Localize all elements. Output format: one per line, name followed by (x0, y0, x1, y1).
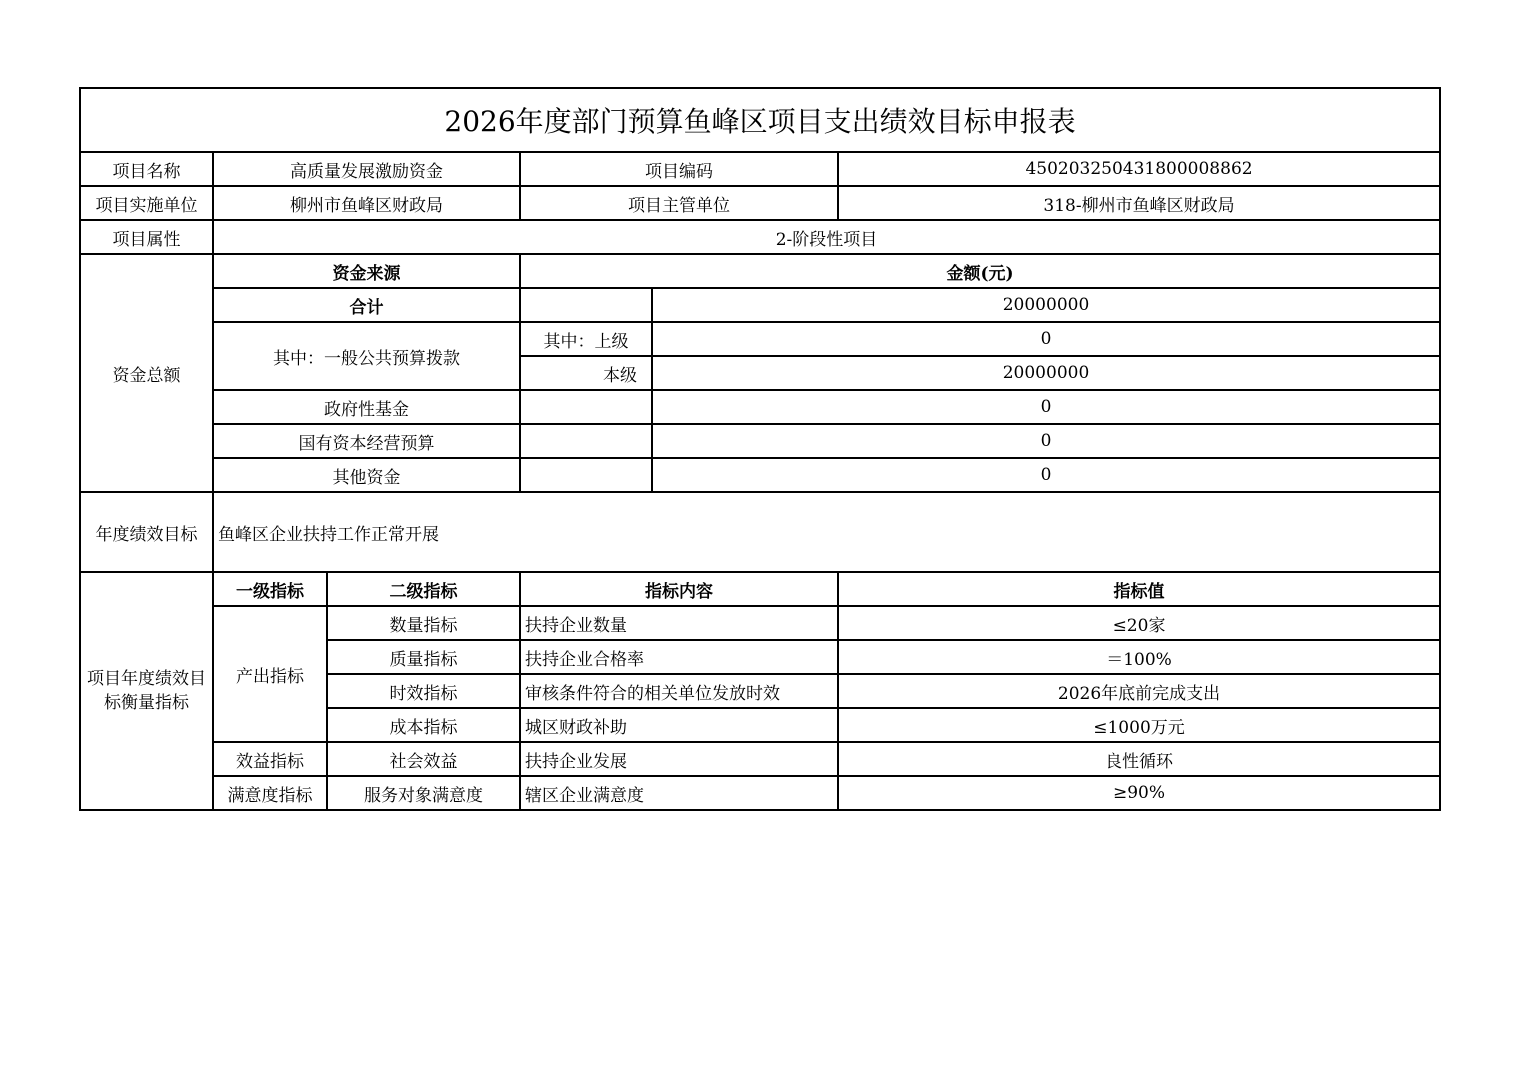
indicator-content: 扶持企业合格率 (520, 640, 838, 674)
fund-other-sub (520, 458, 652, 492)
project-attr-label: 项目属性 (80, 220, 213, 254)
indicator-header-level1: 一级指标 (213, 572, 327, 606)
fund-state-capital-value: 0 (652, 424, 1440, 458)
mgr-unit-label: 项目主管单位 (520, 186, 838, 220)
fund-upper-label: 其中：上级 (520, 322, 652, 356)
indicator-content: 审核条件符合的相关单位发放时效 (520, 674, 838, 708)
fund-gov-value: 0 (652, 390, 1440, 424)
indicator-content: 扶持企业数量 (520, 606, 838, 640)
indicator-value: ≥90% (838, 776, 1440, 810)
fund-local-value: 20000000 (652, 356, 1440, 390)
form-title: 2026年度部门预算鱼峰区项目支出绩效目标申报表 (80, 88, 1440, 152)
indicator-satisfaction-label: 满意度指标 (213, 776, 327, 810)
indicator-header-level2: 二级指标 (327, 572, 520, 606)
fund-general-label: 其中：一般公共预算拨款 (213, 322, 520, 390)
indicator-value: ≤1000万元 (838, 708, 1440, 742)
indicator-header-content: 指标内容 (520, 572, 838, 606)
funds-section-label: 资金总额 (80, 254, 213, 492)
performance-target-form (79, 87, 1441, 811)
indicator-value: ＝100% (838, 640, 1440, 674)
indicator-header-value: 指标值 (838, 572, 1440, 606)
indicator-level2: 社会效益 (327, 742, 520, 776)
fund-local-label: 本级 (520, 356, 652, 390)
indicator-value: 2026年底前完成支出 (838, 674, 1440, 708)
project-name-value: 高质量发展激励资金 (213, 152, 520, 186)
indicator-output-label: 产出指标 (213, 606, 327, 742)
fund-total-value: 20000000 (652, 288, 1440, 322)
indicator-benefit-label: 效益指标 (213, 742, 327, 776)
annual-goal-label: 年度绩效目标 (80, 492, 213, 572)
fund-gov-label: 政府性基金 (213, 390, 520, 424)
indicator-content: 城区财政补助 (520, 708, 838, 742)
indicator-level2: 成本指标 (327, 708, 520, 742)
fund-state-capital-sub (520, 424, 652, 458)
indicator-level2: 数量指标 (327, 606, 520, 640)
fund-source-header: 资金来源 (213, 254, 520, 288)
indicator-level2: 质量指标 (327, 640, 520, 674)
fund-state-capital-label: 国有资本经营预算 (213, 424, 520, 458)
indicator-level2: 时效指标 (327, 674, 520, 708)
project-attr-value: 2-阶段性项目 (213, 220, 1440, 254)
fund-upper-value: 0 (652, 322, 1440, 356)
fund-amount-header: 金额(元) (520, 254, 1440, 288)
fund-gov-sub (520, 390, 652, 424)
indicator-content: 扶持企业发展 (520, 742, 838, 776)
indicator-level2: 服务对象满意度 (327, 776, 520, 810)
indicator-value: 良性循环 (838, 742, 1440, 776)
impl-unit-value: 柳州市鱼峰区财政局 (213, 186, 520, 220)
indicator-section-label: 项目年度绩效目标衡量指标 (80, 572, 213, 810)
indicator-value: ≤20家 (838, 606, 1440, 640)
impl-unit-label: 项目实施单位 (80, 186, 213, 220)
project-code-value: 450203250431800008862 (838, 152, 1440, 186)
mgr-unit-value: 318-柳州市鱼峰区财政局 (838, 186, 1440, 220)
fund-other-label: 其他资金 (213, 458, 520, 492)
annual-goal-text: 鱼峰区企业扶持工作正常开展 (213, 492, 1440, 572)
fund-total-label: 合计 (213, 288, 520, 322)
project-code-label: 项目编码 (520, 152, 838, 186)
fund-total-sub (520, 288, 652, 322)
project-name-label: 项目名称 (80, 152, 213, 186)
indicator-content: 辖区企业满意度 (520, 776, 838, 810)
fund-other-value: 0 (652, 458, 1440, 492)
